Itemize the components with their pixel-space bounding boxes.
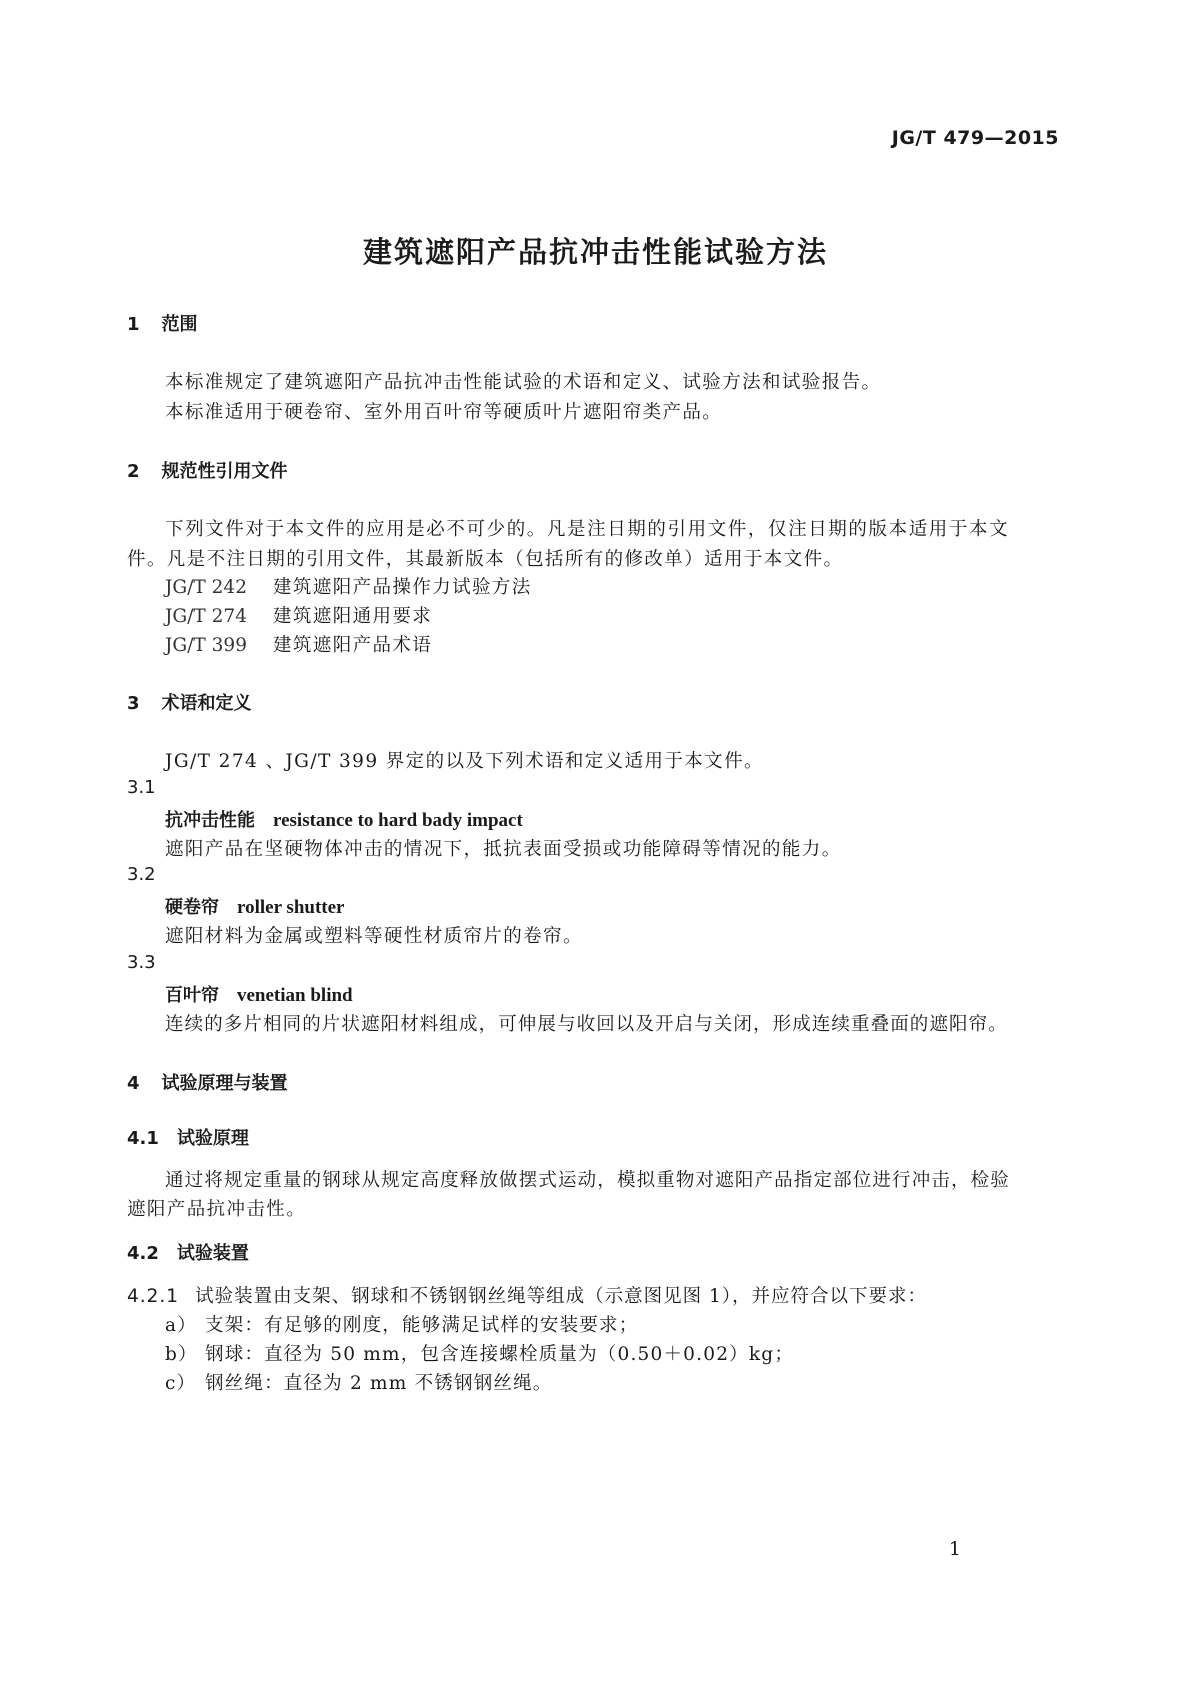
list-item bbox=[165, 1369, 553, 1395]
list-item-label: c） bbox=[165, 1373, 197, 1394]
paragraph: 件。凡是不注日期的引用文件，其最新版本（包括所有的修改单）适用于本文件。 bbox=[127, 549, 844, 570]
term-en: resistance to hard bady impact bbox=[273, 810, 523, 831]
list-item-text: 钢球：直径为 50 mm，包含连接螺栓质量为（0.50＋0.02）kg； bbox=[205, 1344, 795, 1365]
list-item-label: b） bbox=[165, 1344, 198, 1365]
section-number: 3 bbox=[127, 693, 140, 714]
section-title: 规范性引用文件 bbox=[161, 461, 288, 482]
reference-item bbox=[165, 631, 432, 657]
term-zh: 抗冲击性能 bbox=[165, 810, 255, 831]
section-3-heading bbox=[127, 689, 252, 715]
reference-code: JG/T 399 bbox=[165, 635, 247, 656]
paragraph: 本标准规定了建筑遮阳产品抗冲击性能试验的术语和定义、试验方法和试验报告。 bbox=[165, 372, 882, 393]
document-title: 建筑遮阳产品抗冲击性能试验方法 bbox=[362, 235, 828, 269]
section-number: 4.2 bbox=[127, 1243, 159, 1264]
section-4-1-heading bbox=[127, 1124, 249, 1150]
section-number: 2 bbox=[127, 461, 140, 482]
reference-code: JG/T 274 bbox=[165, 606, 247, 627]
section-2-heading bbox=[127, 457, 288, 483]
term-heading bbox=[165, 893, 344, 919]
term-definition: 遮阳材料为金属或塑料等硬性材质帘片的卷帘。 bbox=[165, 926, 583, 947]
page-number: 1 bbox=[948, 1538, 961, 1560]
reference-item bbox=[165, 573, 532, 599]
clause-text: 试验装置由支架、钢球和不锈钢钢丝绳等组成（示意图见图 1），并应符合以下要求： bbox=[195, 1286, 927, 1307]
term-en: roller shutter bbox=[237, 897, 345, 918]
term-en: venetian blind bbox=[237, 985, 353, 1006]
section-4-2-heading bbox=[127, 1239, 249, 1265]
section-number: 4.1 bbox=[127, 1128, 159, 1149]
section-title: 术语和定义 bbox=[161, 693, 252, 714]
reference-title: 建筑遮阳产品操作力试验方法 bbox=[273, 577, 532, 598]
list-item-label: a） bbox=[165, 1315, 197, 1336]
term-number: 3.3 bbox=[127, 952, 156, 973]
term-definition: 连续的多片相同的片状遮阳材料组成，可伸展与收回以及开启与关闭，形成连续重叠面的遮阳帘。 bbox=[165, 1014, 1008, 1035]
paragraph: JG/T 274 、JG/T 399 界定的以及下列术语和定义适用于本文件。 bbox=[165, 751, 764, 772]
paragraph: 遮阳产品抗冲击性。 bbox=[127, 1199, 307, 1220]
reference-code: JG/T 242 bbox=[165, 577, 247, 598]
list-item bbox=[165, 1311, 638, 1337]
list-item-text: 支架：有足够的刚度，能够满足试样的安装要求； bbox=[205, 1315, 639, 1336]
term-number: 3.1 bbox=[127, 777, 156, 798]
section-title: 试验原理 bbox=[176, 1128, 249, 1149]
reference-title: 建筑遮阳通用要求 bbox=[273, 606, 433, 627]
paragraph: 下列文件对于本文件的应用是必不可少的。凡是注日期的引用文件，仅注日期的版本适用于本文 bbox=[165, 519, 1010, 540]
reference-title: 建筑遮阳产品术语 bbox=[273, 635, 433, 656]
list-item-text: 钢丝绳：直径为 2 mm 不锈钢钢丝绳。 bbox=[205, 1373, 553, 1394]
reference-item bbox=[165, 602, 432, 628]
section-1-heading bbox=[127, 310, 198, 336]
paragraph: 通过将规定重量的钢球从规定高度释放做摆式运动，模拟重物对遮阳产品指定部位进行冲击，检验 bbox=[165, 1170, 1010, 1191]
term-heading bbox=[165, 806, 523, 832]
term-heading bbox=[165, 981, 353, 1007]
term-zh: 硬卷帘 bbox=[165, 897, 219, 918]
clause-number: 4.2.1 bbox=[127, 1286, 180, 1307]
paragraph: 本标准适用于硬卷帘、室外用百叶帘等硬质叶片遮阳帘类产品。 bbox=[165, 402, 723, 423]
section-title: 范围 bbox=[161, 314, 198, 335]
list-item bbox=[165, 1340, 794, 1366]
section-title: 试验装置 bbox=[176, 1243, 249, 1264]
term-zh: 百叶帘 bbox=[165, 985, 219, 1006]
section-title: 试验原理与装置 bbox=[161, 1073, 288, 1094]
section-number: 4 bbox=[127, 1073, 140, 1094]
term-definition: 遮阳产品在坚硬物体冲击的情况下，抵抗表面受损或功能障碍等情况的能力。 bbox=[165, 839, 842, 860]
section-number: 1 bbox=[127, 314, 140, 335]
standard-code: JG/T 479—2015 bbox=[891, 127, 1059, 149]
clause-4-2-1 bbox=[127, 1282, 927, 1308]
term-number: 3.2 bbox=[127, 864, 156, 885]
section-4-heading bbox=[127, 1069, 288, 1095]
